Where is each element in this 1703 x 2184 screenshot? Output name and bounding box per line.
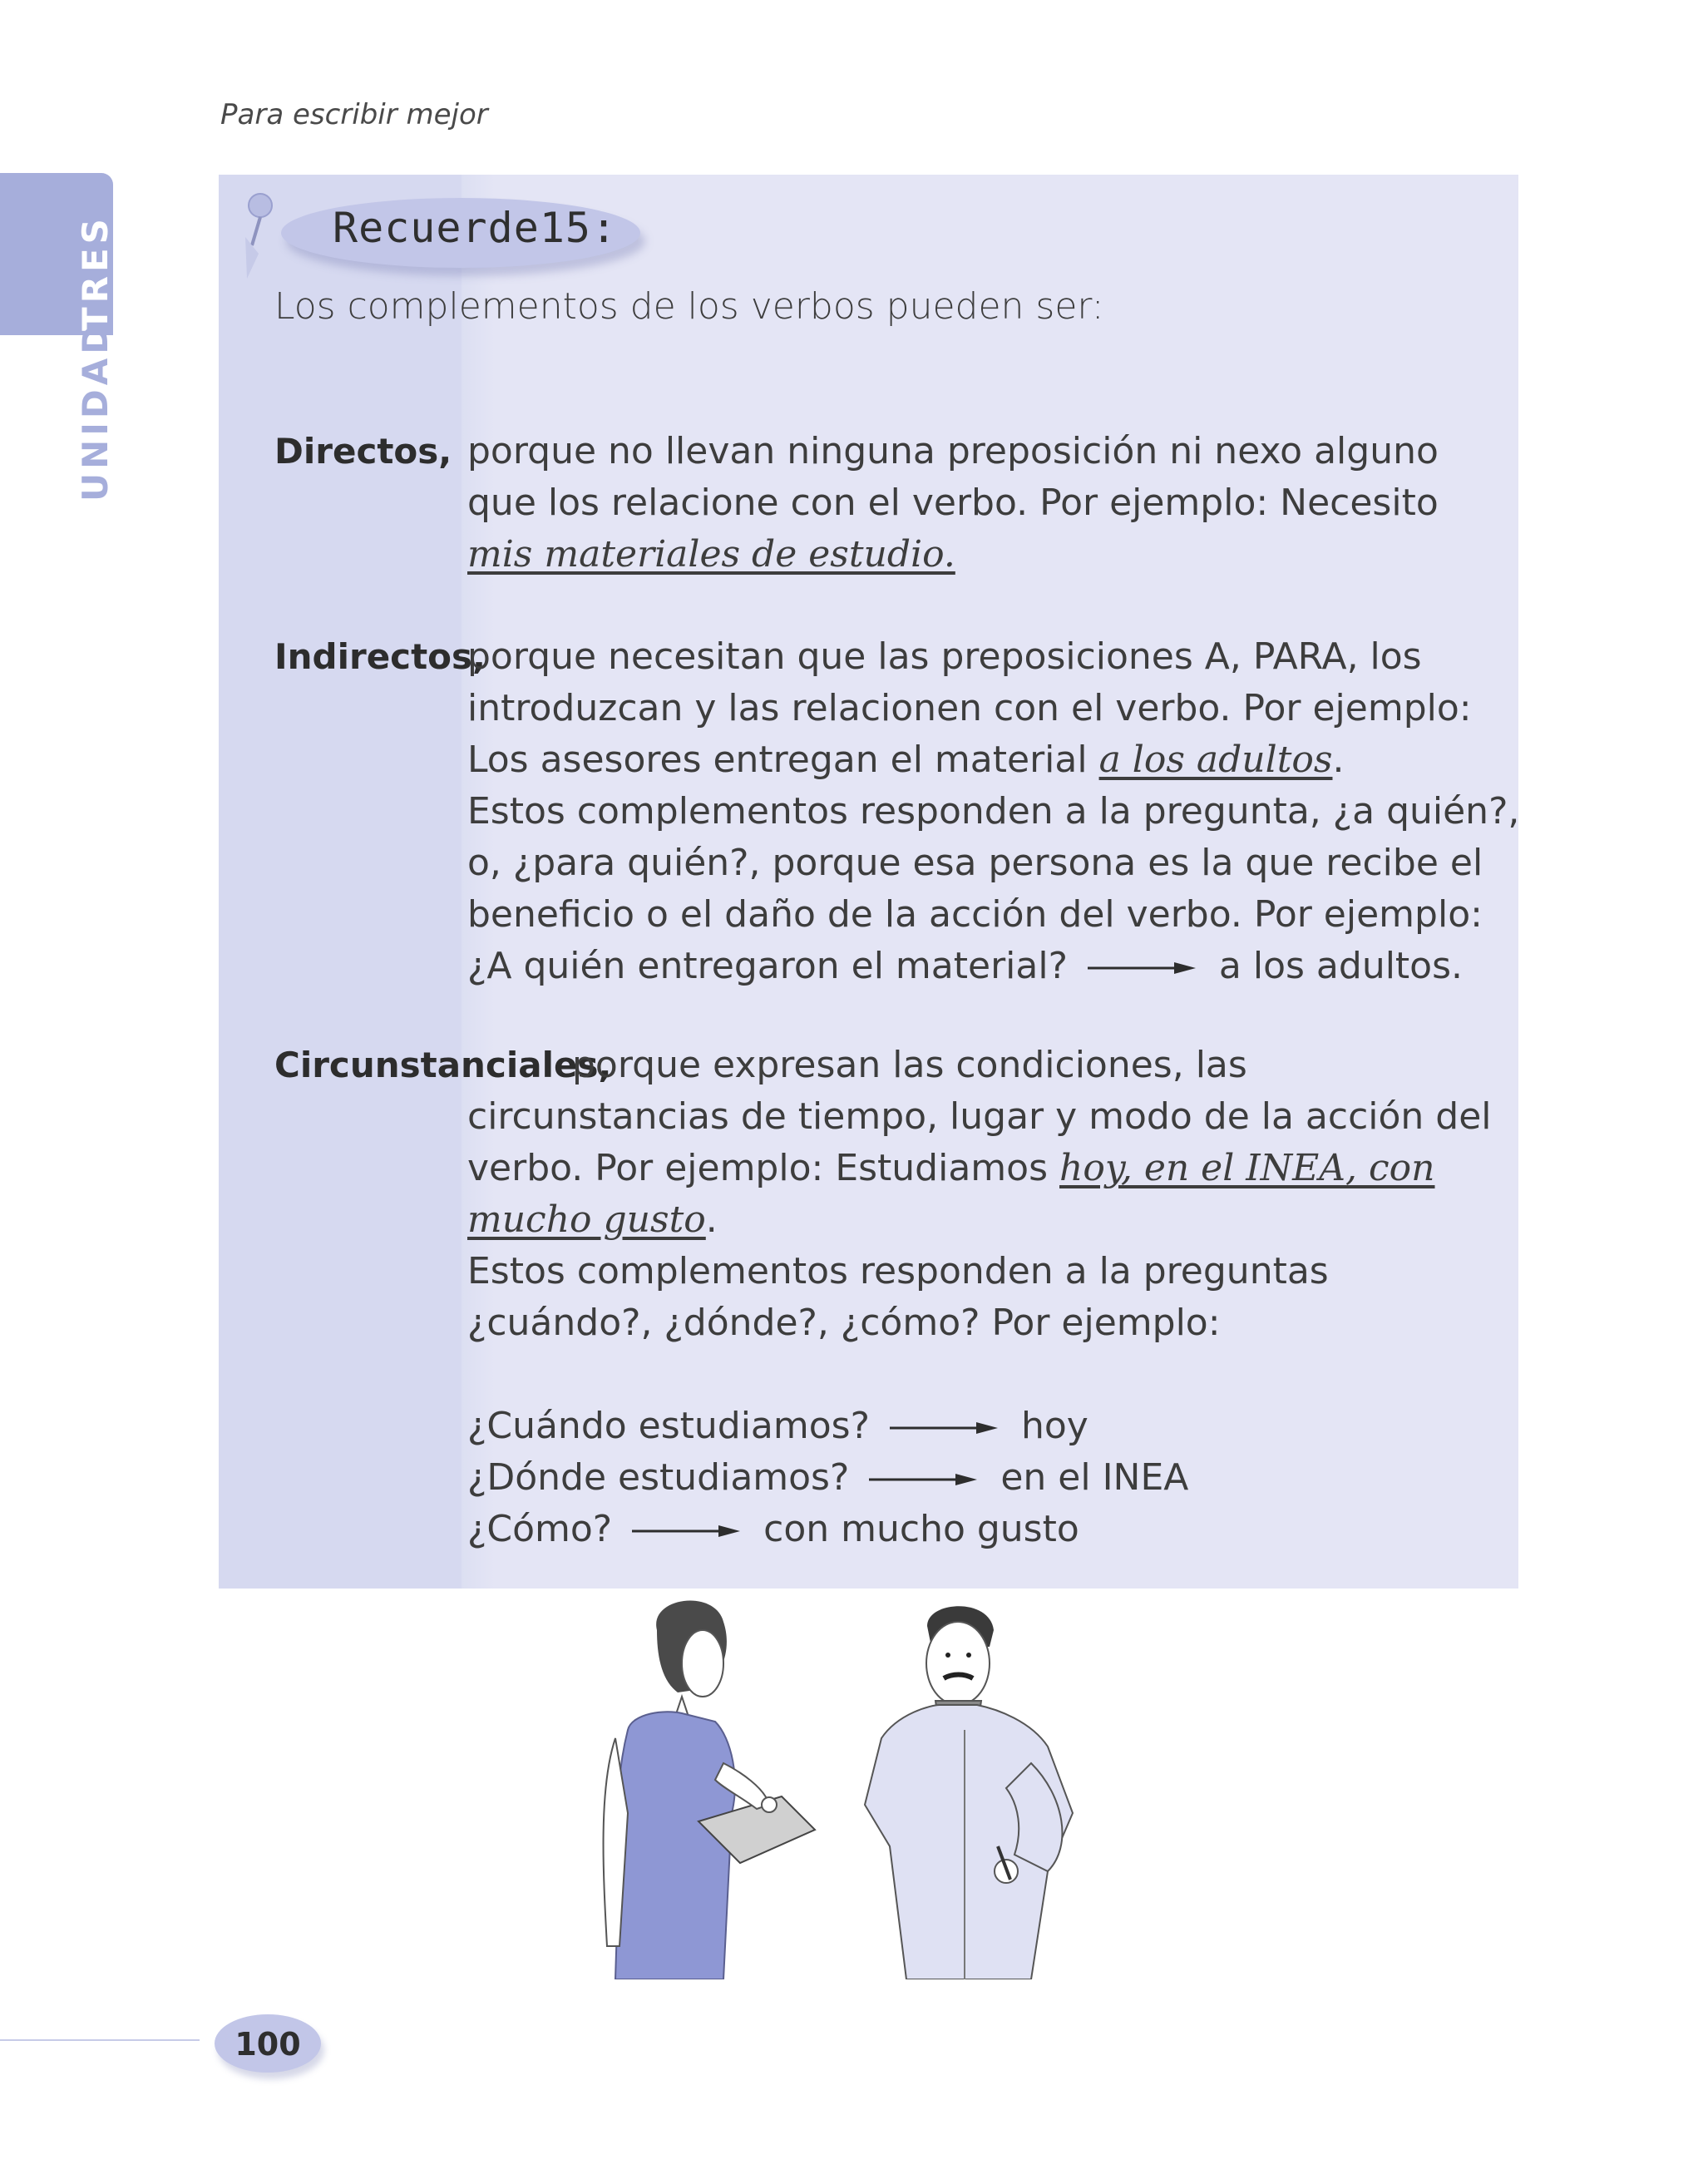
- term-directos: Directos,: [274, 431, 452, 472]
- indirectos-line1: porque necesitan que las preposiciones A, PARA, los: [467, 635, 1422, 678]
- circunstanciales-q3: ¿Cómo?: [467, 1508, 613, 1550]
- indirectos-line2: introduzcan y las relacionen con el verbo. Por ejemplo:: [467, 687, 1472, 729]
- circunstanciales-line3-prefix: verbo. Por ejemplo: Estudiamos: [467, 1147, 1059, 1189]
- directos-body: [467, 426, 1439, 581]
- indirectos-line4: Estos complementos responden a la pregunta, ¿a quién?,: [467, 790, 1520, 833]
- circunstanciales-a3: con mucho gusto: [763, 1508, 1079, 1550]
- circunstanciales-a2: en el INEA: [1000, 1456, 1189, 1499]
- indirectos-line3-suffix: .: [1332, 739, 1345, 781]
- unit-tab-lower: [0, 335, 65, 506]
- indirectos-question: ¿A quién entregaron el material?: [467, 945, 1068, 987]
- circunstanciales-a1: hoy: [1020, 1405, 1088, 1447]
- circunstanciales-line2: circunstancias de tiempo, lugar y modo de la acción del: [467, 1095, 1492, 1138]
- directos-line2: que los relacione con el verbo. Por ejemplo: Necesito: [467, 482, 1439, 524]
- woman-figure: [604, 1601, 815, 1979]
- pushpin-icon: [237, 187, 287, 287]
- circunstanciales-line1: porque expresan las condiciones, las: [572, 1044, 1247, 1086]
- arrow-right-icon: [632, 1523, 740, 1539]
- indirectos-example: a los adultos: [1098, 739, 1333, 781]
- footer-rule: [0, 2039, 200, 2041]
- circunstanciales-line4-suffix: .: [705, 1198, 718, 1241]
- circunstanciales-q2: ¿Dónde estudiamos?: [467, 1456, 850, 1499]
- arrow-right-icon: [890, 1420, 998, 1436]
- indirectos-line5: o, ¿para quién?, porque esa persona es la que recibe el: [467, 842, 1483, 884]
- intro-text: Los complementos de los verbos pueden ser:: [274, 285, 1104, 328]
- circunstanciales-body: [467, 1091, 1492, 1555]
- circunstanciales-example-2: mucho gusto: [467, 1198, 706, 1241]
- reminder-title: Recuerde15:: [333, 204, 618, 252]
- indirectos-line6: beneficio o el daño de la acción del verbo. Por ejemplo:: [467, 893, 1483, 936]
- panel-stripe: [219, 175, 462, 1589]
- arrow-right-icon: [869, 1471, 977, 1488]
- term-indirectos: Indirectos,: [274, 636, 486, 677]
- unit-tab: [0, 173, 116, 506]
- unit-word-unidad: UNIDAD: [75, 320, 116, 502]
- page-number: 100: [234, 2026, 301, 2063]
- arrow-right-icon: [1088, 960, 1196, 976]
- circunstanciales-line6: ¿cuándo?, ¿dónde?, ¿cómo? Por ejemplo:: [467, 1302, 1221, 1344]
- indirectos-answer: a los adultos.: [1218, 945, 1464, 987]
- unit-word-tres: TRES: [75, 215, 116, 331]
- man-figure: [865, 1606, 1073, 1979]
- indirectos-line3-prefix: Los asesores entregan el material: [467, 739, 1099, 781]
- circunstanciales-q1: ¿Cuándo estudiamos?: [467, 1405, 870, 1447]
- directos-line1: porque no llevan ninguna preposición ni nexo alguno: [467, 430, 1439, 472]
- directos-example: mis materiales de estudio.: [467, 533, 955, 576]
- indirectos-body: [467, 631, 1519, 992]
- term-circunstanciales: Circunstanciales,: [274, 1045, 612, 1085]
- circunstanciales-line5: Estos complementos responden a la preguntas: [467, 1250, 1329, 1292]
- running-header: Para escribir mejor: [220, 98, 488, 131]
- people-illustration: [599, 1597, 1139, 1979]
- circunstanciales-example-1: hoy, en el INEA, con: [1059, 1147, 1435, 1189]
